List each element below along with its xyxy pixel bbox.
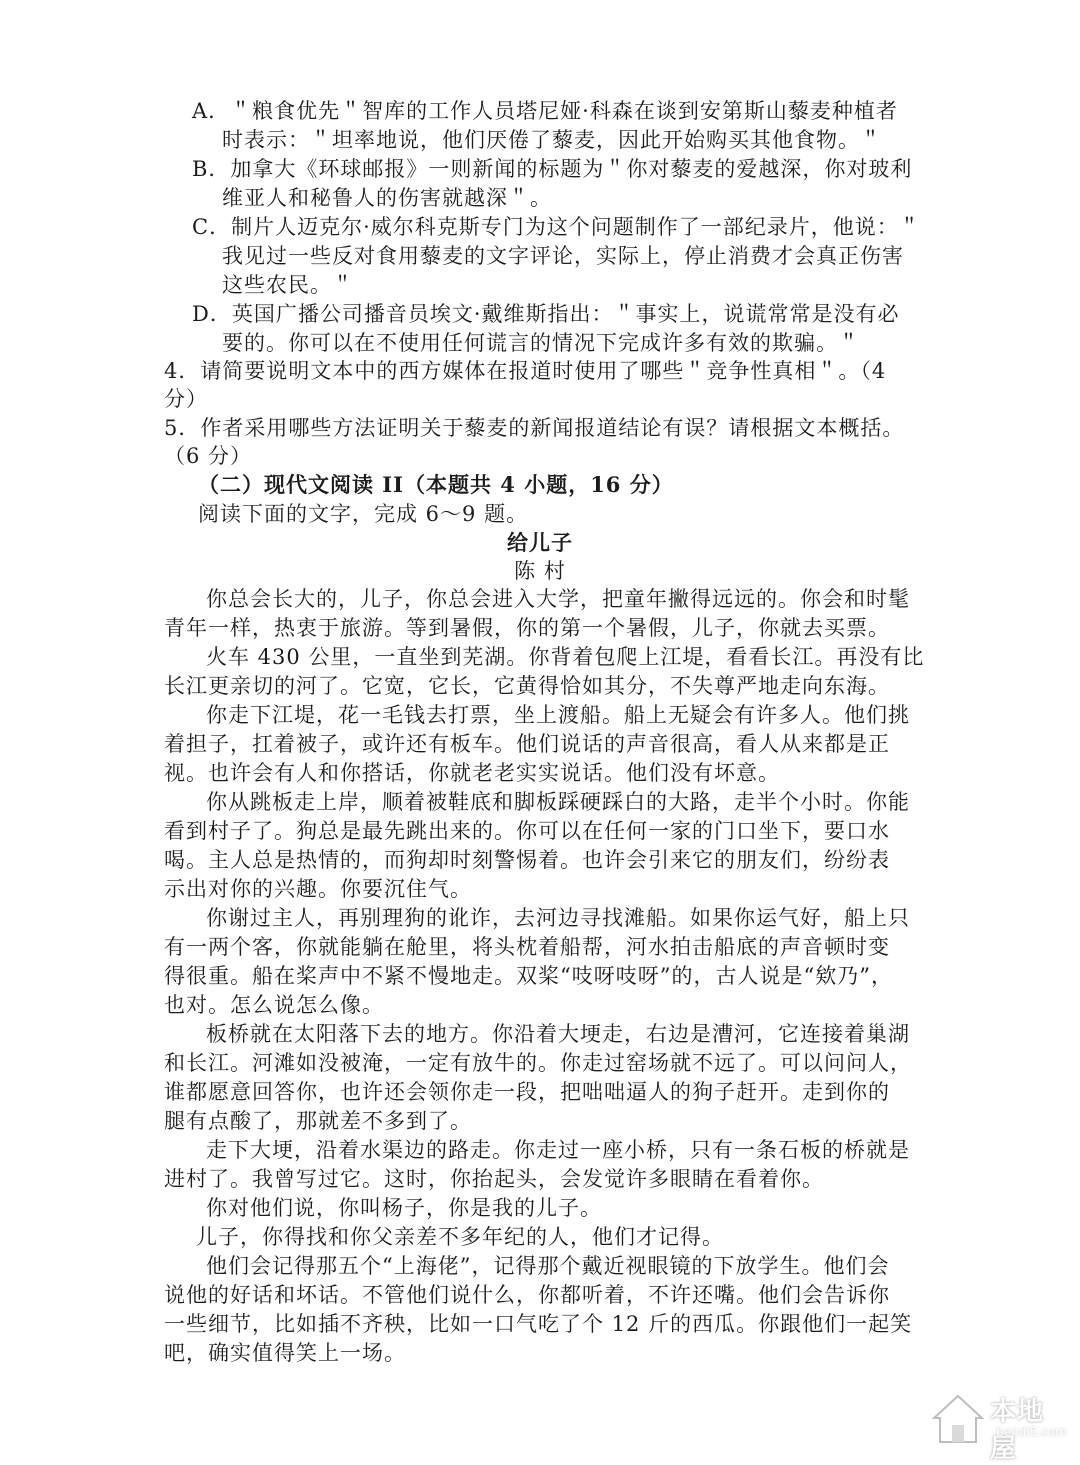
option-b-line-2: 维亚人和秘鲁人的伤害就越深＂。 (222, 186, 552, 210)
article-line: 青年一样，热衷于旅游。等到暑假，你的第一个暑假，儿子，你就去买票。 (164, 616, 890, 640)
article-line: 也对。怎么说怎么像。 (164, 993, 384, 1017)
article-line: 着担子，扛着被子，或许还有板车。他们说话的声音很高，看人从来都是正 (164, 732, 890, 756)
article-line: 有一两个客，你就能躺在舱里，将头枕着船帮，河水拍击船底的声音顿时变 (164, 935, 890, 959)
article-line: 说他的好话和坏话。不管他们说什么，你都听着，不许还嘴。他们会告诉你 (164, 1283, 890, 1307)
article-line: 你走下江堤，花一毛钱去打票，坐上渡船。船上无疑会有许多人。他们挑 (206, 703, 910, 727)
watermark-url: bendi5.com (996, 1425, 1067, 1439)
article-line: 你对他们说，你叫杨子，你是我的儿子。 (206, 1196, 602, 1220)
question-5-line-1: 5．作者采用哪些方法证明关于藜麦的新闻报道结论有误？请根据文本概括。 (164, 416, 905, 440)
option-d-line-1: D．英国广播公司播音员埃文·戴维斯指出：＂事实上，说谎常常是没有必 (192, 302, 900, 326)
option-a-line-1: A．＂粮食优先＂智库的工作人员塔尼娅·科森在谈到安第斯山藜麦种植者 (192, 99, 898, 123)
article-line: 走下大埂，沿着水渠边的路走。你走过一座小桥，只有一条石板的桥就是 (206, 1138, 910, 1162)
article-line: 一些细节，比如插不齐秧，比如一口气吃了个 12 斤的西瓜。你跟他们一起笑 (164, 1312, 913, 1336)
article-line: 得很重。船在桨声中不紧不慢地走。双桨“吱呀吱呀”的，古人说是“欸乃”， (164, 964, 893, 988)
option-b-line-1: B．加拿大《环球邮报》一则新闻的标题为＂你对藜麦的爱越深，你对玻利 (192, 157, 913, 181)
article-line: 看到村子了。狗总是最先跳出来的。你可以在任何一家的门口坐下，要口水 (164, 819, 890, 843)
article-line: 谁都愿意回答你，也许还会领你走一段，把咄咄逼人的狗子赶开。走到你的 (164, 1080, 890, 1104)
article-line: 进村了。我曾写过它。这时，你抬起头，会发觉许多眼睛在看着你。 (164, 1167, 824, 1191)
article-line: 你谢过主人，再别理狗的讹诈，去河边寻找滩船。如果你运气好，船上只 (206, 906, 910, 930)
article-line: 喝。主人总是热情的，而狗却时刻警惕着。也许会引来它的朋友们，纷纷表 (164, 848, 890, 872)
option-d-line-2: 要的。你可以在不使用任何谎言的情况下完成许多有效的欺骗。＂ (222, 331, 860, 355)
article-line: 腿有点酸了，那就差不多到了。 (164, 1109, 472, 1133)
article-line: 长江更亲切的河了。它宽，它长，它黄得恰如其分，不失尊严地走向东海。 (164, 674, 890, 698)
question-5-line-2: （6 分） (164, 444, 253, 468)
article-line: 火车 430 公里，一直坐到芜湖。你背着包爬上江堤，看看长江。再没有比 (206, 645, 925, 669)
article-line: 视。也许会有人和你搭话，你就老老实实说话。他们没有坏意。 (164, 761, 780, 785)
option-c-line-1: C．制片人迈克尔·威尔科克斯专门为这个问题制作了一部纪录片，他说：＂ (192, 215, 921, 239)
question-4-line-2: 分） (164, 387, 208, 411)
article-line: 你总会长大的，儿子，你总会进入大学，把童年撇得远远的。你会和时髦 (206, 587, 910, 611)
article-line: 他们会记得那五个“上海佬”，记得那个戴近视眼镜的下放学生。他们会 (206, 1254, 890, 1278)
article-line: 你从跳板走上岸，顺着被鞋底和脚板踩硬踩白的大路，走半个小时。你能 (206, 790, 910, 814)
article-line: 儿子，你得找和你父亲差不多年纪的人，他们才记得。 (196, 1225, 724, 1249)
section-heading: （二）现代文阅读 II（本题共 4 小题，16 分） (198, 472, 674, 497)
question-4-line-1: 4．请简要说明文本中的西方媒体在报道时使用了哪些＂竞争性真相＂。（4 (164, 359, 887, 383)
house-icon (932, 1393, 984, 1445)
watermark-name: 本地屋 (990, 1397, 1045, 1464)
option-c-line-3: 这些农民。＂ (222, 273, 354, 297)
article-author: 陈 村 (514, 559, 566, 583)
option-a-line-2: 时表示：＂坦率地说，他们厌倦了藜麦，因此开始购买其他食物。＂ (222, 128, 882, 152)
article-title: 给儿子 (507, 530, 573, 555)
article-line: 示出对你的兴趣。你要沉住气。 (164, 877, 472, 901)
article-line: 板桥就在太阳落下去的地方。你沿着大埂走，右边是漕河，它连接着巢湖 (206, 1022, 910, 1046)
section-instruction: 阅读下面的文字，完成 6～9 题。 (198, 502, 529, 526)
watermark (932, 1389, 1067, 1464)
option-c-line-2: 我见过一些反对食用藜麦的文字评论，实际上，停止消费才会真正伤害 (222, 244, 904, 268)
article-line: 吧，确实值得笑上一场。 (164, 1341, 406, 1365)
article-line: 和长江。河滩如没被淹，一定有放牛的。你走过窑场就不远了。可以问问人， (164, 1051, 912, 1075)
